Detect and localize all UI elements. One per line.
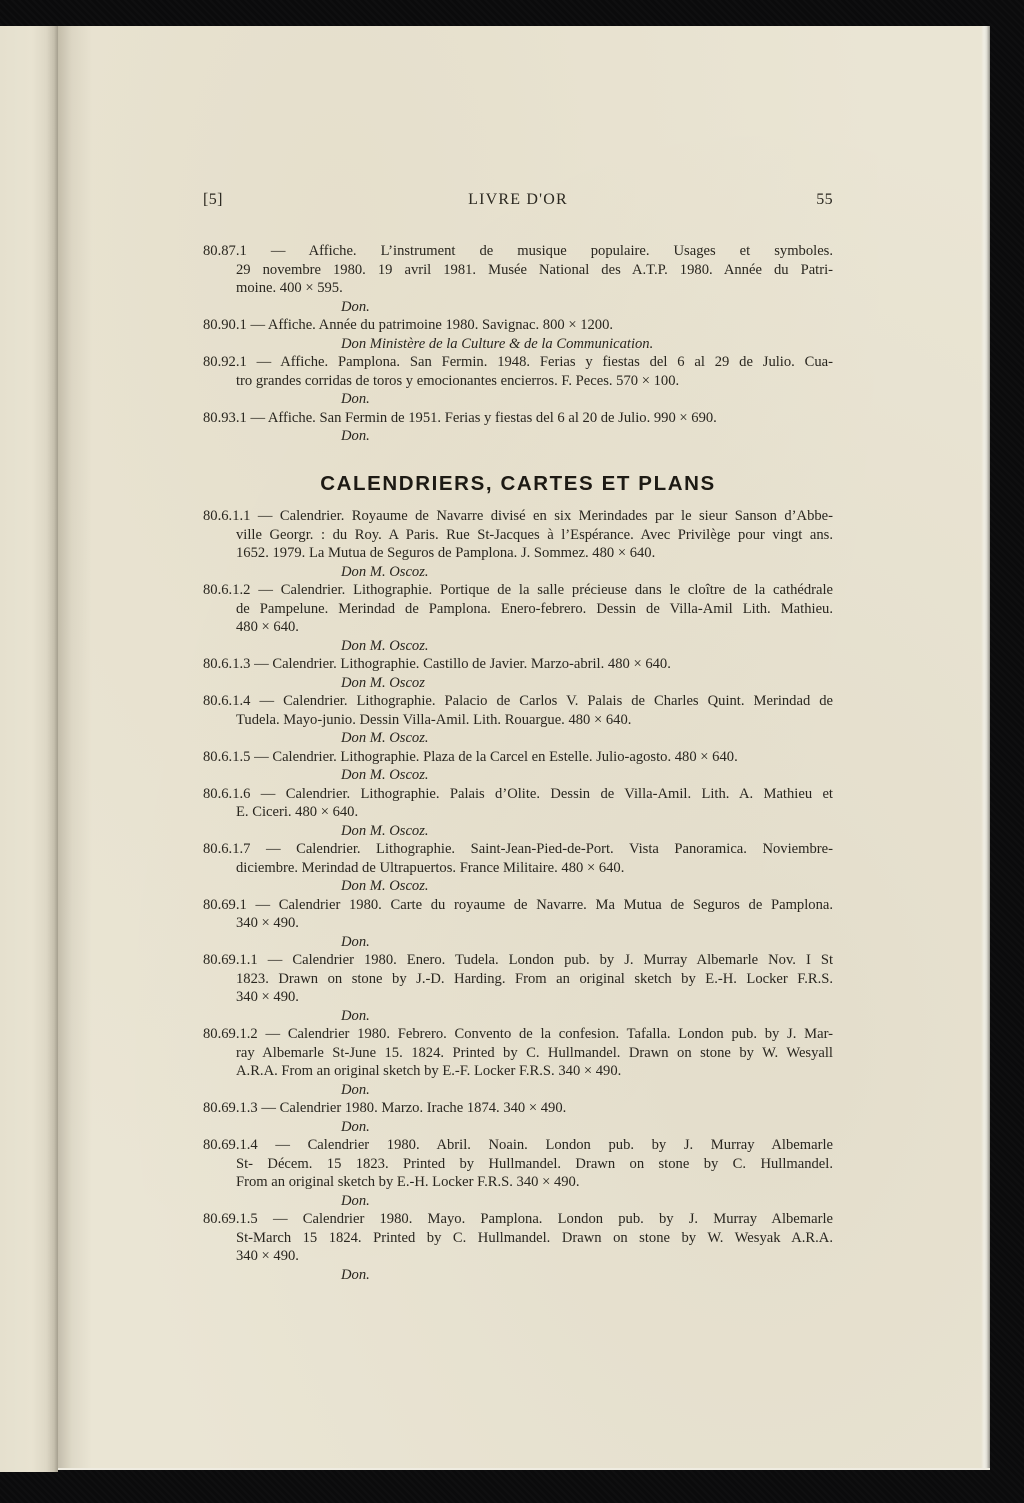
- entry-credit: Don.: [341, 1266, 370, 1283]
- entry-credit: Don M. Oscoz.: [341, 637, 429, 654]
- entry-credit: Don M. Oscoz.: [341, 878, 429, 894]
- previous-page-edge: [0, 26, 58, 1472]
- entry-credit: Don M. Oscoz.: [341, 822, 429, 839]
- entry-id: 80.6.1.5: [203, 748, 251, 765]
- entry-first-line: [203, 1099, 833, 1118]
- entry-first-line: [203, 242, 833, 261]
- entry-id: 80.69.1.3: [203, 1100, 258, 1116]
- entry-credit: Don Ministère de la Culture & de la Communication.: [341, 335, 654, 352]
- entry-dash: —: [250, 317, 266, 333]
- entry-dash: —: [259, 693, 275, 709]
- entry-first-line: [203, 785, 833, 804]
- entry-line: ville Georgr. : du Roy. A Paris. Rue St-Jacques à l’Espérance. Avec Privilège pour vingt ans.: [236, 526, 833, 543]
- entry-dash: —: [275, 1137, 290, 1153]
- entry-text: Affiche. L’instrument de musique populaire. Usages et symboles.: [308, 243, 834, 259]
- entry-dash: —: [265, 841, 281, 857]
- entry-first-line: [203, 353, 833, 372]
- catalog-entry: [203, 951, 833, 1025]
- entry-text: Calendrier 1980. Enero. Tudela. London pub. by J. Murray Albemarle Nov. I St: [292, 952, 833, 968]
- entry-text: Calendrier. Lithographie. Plaza de la Carcel en Estelle. Julio-agosto. 480 × 640.: [272, 748, 738, 765]
- entry-line: 340 × 490.: [236, 1248, 299, 1264]
- catalog-entry: [203, 655, 833, 692]
- entry-first-line: [203, 1025, 833, 1044]
- entry-credit: Don.: [341, 391, 370, 407]
- catalog-entries: [203, 242, 833, 1284]
- entry-credit: Don.: [341, 1007, 370, 1024]
- entry-line: 480 × 640.: [236, 619, 299, 635]
- entry-dash: —: [272, 1211, 288, 1227]
- entry-id: 80.6.1.1: [203, 508, 251, 524]
- entry-text: Affiche. San Fermin de 1951. Ferias y fiestas del 6 al 20 de Julio. 990 × 690.: [267, 409, 717, 426]
- entry-text: Calendrier. Lithographie. Portique de la salle précieuse dans le cloître de la cathédrale: [280, 582, 834, 598]
- section-heading: CALENDRIERS, CARTES ET PLANS: [320, 471, 716, 495]
- entry-id: 80.6.1.6: [203, 785, 251, 802]
- catalog-entry: [203, 785, 833, 841]
- entry-id: 80.6.1.7: [203, 841, 251, 857]
- entry-id: 80.69.1.2: [203, 1026, 258, 1042]
- entry-dash: —: [257, 508, 273, 524]
- entry-id: 80.6.1.2: [203, 582, 251, 598]
- entry-text: Calendrier 1980. Febrero. Convento de la confesion. Tafalla. London pub. by J. Mar-: [287, 1026, 834, 1042]
- page-number: 55: [816, 191, 833, 208]
- entry-dash: —: [250, 409, 266, 426]
- entry-credit: Don.: [341, 1118, 370, 1135]
- entry-text: Calendrier 1980. Marzo. Irache 1874. 340 × 490.: [279, 1100, 567, 1116]
- catalog-entry: [203, 581, 833, 655]
- entry-text: Affiche. Pamplona. San Fermin. 1948. Ferias y fiestas del 6 al 29 de Julio. Cua-: [280, 354, 833, 370]
- entry-first-line: [203, 409, 833, 428]
- catalog-entry: [203, 1210, 833, 1284]
- entry-text: Calendrier 1980. Carte du royaume de Navarre. Ma Mutua de Seguros de Pamplona.: [278, 896, 833, 913]
- entry-dash: —: [267, 952, 283, 968]
- entry-credit: Don.: [341, 428, 370, 444]
- catalog-entry: [203, 1136, 833, 1210]
- entry-credit: Don.: [341, 1081, 370, 1098]
- page-stack-edge: [981, 26, 990, 1468]
- entry-first-line: [203, 896, 833, 915]
- catalog-entry: [203, 840, 833, 896]
- entry-first-line: [203, 748, 833, 767]
- entry-text: Calendrier. Lithographie. Palacio de Carlos V. Palais de Charles Quint. Merindad de: [283, 693, 834, 709]
- entry-line: ray Albemarle St-June 15. 1824. Printed by C. Hullmandel. Drawn on stone by W. Wesyall: [236, 1044, 833, 1061]
- entry-id: 80.6.1.4: [203, 693, 251, 709]
- catalog-entry: [203, 896, 833, 952]
- entry-first-line: [203, 316, 833, 335]
- entry-text: Calendrier 1980. Abril. Noain. London pub. by J. Murray Albemarle: [307, 1137, 833, 1153]
- entry-line: A.R.A. From an original sketch by E.-F. Locker F.R.S. 340 × 490.: [236, 1063, 622, 1079]
- entry-dash: —: [270, 243, 286, 259]
- page-header: [203, 191, 833, 209]
- entry-line: moine. 400 × 595.: [236, 280, 343, 296]
- entry-id: 80.69.1.5: [203, 1211, 258, 1227]
- entry-first-line: [203, 507, 833, 526]
- entry-credit: Don M. Oscoz.: [341, 563, 429, 580]
- entry-line: 1823. Drawn on stone by J.-D. Harding. From an original sketch by E.-H. Locker F.R.S.: [236, 970, 833, 987]
- entry-dash: —: [258, 582, 273, 598]
- catalog-entry: [203, 353, 833, 409]
- entry-line: de Pampelune. Merindad de Pamplona. Enero-febrero. Dessin de Villa-Amil Lith. Mathieu.: [236, 600, 833, 617]
- entry-line: St- Décem. 15 1823. Printed by Hullmandel. Drawn on stone by C. Hullmandel.: [236, 1155, 833, 1172]
- catalog-entry: [203, 507, 833, 581]
- book-page: [58, 26, 990, 1470]
- catalog-entry: [203, 1099, 833, 1136]
- entry-first-line: [203, 692, 833, 711]
- entry-dash: —: [265, 1026, 281, 1042]
- entry-line: diciembre. Merindad de Ultrapuertos. France Militaire. 480 × 640.: [236, 859, 625, 876]
- entry-id: 80.93.1: [203, 409, 247, 426]
- catalog-entry: [203, 748, 833, 785]
- catalog-entry: [203, 692, 833, 748]
- entry-text: Calendrier. Lithographie. Castillo de Javier. Marzo-abril. 480 × 640.: [272, 656, 671, 672]
- entry-dash: —: [254, 656, 269, 672]
- entry-dash: —: [256, 354, 272, 370]
- entry-dash: —: [260, 785, 276, 802]
- running-title: LIVRE D'OR: [468, 191, 568, 208]
- entry-line: From an original sketch by E.-H. Locker F.R.S. 340 × 490.: [236, 1174, 580, 1190]
- entry-id: 80.6.1.3: [203, 656, 251, 672]
- catalog-entry: [203, 1025, 833, 1099]
- entry-text: Affiche. Année du patrimoine 1980. Savignac. 800 × 1200.: [267, 317, 614, 333]
- entry-credit: Don.: [341, 933, 370, 950]
- entry-credit: Don M. Oscoz: [341, 674, 425, 691]
- entry-credit: Don.: [341, 1192, 370, 1209]
- entry-text: Calendrier. Royaume de Navarre divisé en six Merindades par le sieur Sanson d’Abbe-: [279, 508, 834, 524]
- entry-text: Calendrier. Lithographie. Palais d’Olite. Dessin de Villa-Amil. Lith. A. Mathieu et: [285, 785, 833, 802]
- entry-first-line: [203, 951, 833, 970]
- entry-line: 1652. 1979. La Mutua de Seguros de Pamplona. J. Sommez. 480 × 640.: [236, 545, 656, 561]
- entry-id: 80.90.1: [203, 317, 247, 333]
- entry-line: 29 novembre 1980. 19 avril 1981. Musée National des A.T.P. 1980. Année du Patri-: [236, 261, 833, 278]
- entry-line: 340 × 490.: [236, 915, 299, 931]
- entry-dash: —: [254, 748, 269, 765]
- entry-line: 340 × 490.: [236, 989, 299, 1005]
- folio-annotation: [5]: [203, 191, 223, 208]
- entry-id: 80.69.1: [203, 896, 247, 913]
- entry-id: 80.92.1: [203, 354, 247, 370]
- entry-text: Calendrier. Lithographie. Saint-Jean-Pied-de-Port. Vista Panoramica. Noviembre-: [296, 841, 833, 857]
- entry-credit: Don M. Oscoz.: [341, 730, 429, 746]
- entry-first-line: [203, 1210, 833, 1229]
- entry-first-line: [203, 655, 833, 674]
- catalog-entry: [203, 409, 833, 446]
- entry-id: 80.87.1: [203, 243, 247, 259]
- entry-dash: —: [255, 896, 271, 913]
- entry-first-line: [203, 1136, 833, 1155]
- entry-id: 80.69.1.4: [203, 1137, 258, 1153]
- entry-credit: Don.: [341, 298, 370, 315]
- entry-credit: Don M. Oscoz.: [341, 767, 429, 783]
- entry-line: tro grandes corridas de toros y emocionantes encierros. F. Peces. 570 × 100.: [236, 372, 680, 389]
- entry-first-line: [203, 840, 833, 859]
- entry-dash: —: [261, 1100, 276, 1116]
- catalog-entry: [203, 316, 833, 353]
- entry-id: 80.69.1.1: [203, 952, 258, 968]
- entry-line: E. Ciceri. 480 × 640.: [236, 804, 359, 820]
- entry-text: Calendrier 1980. Mayo. Pamplona. London pub. by J. Murray Albemarle: [302, 1211, 834, 1227]
- entry-line: Tudela. Mayo-junio. Dessin Villa-Amil. Lith. Rouargue. 480 × 640.: [236, 711, 632, 728]
- entry-line: St-March 15 1824. Printed by C. Hullmandel. Drawn on stone by W. Wesyak A.R.A.: [236, 1229, 833, 1246]
- entry-first-line: [203, 581, 833, 600]
- catalog-entry: [203, 242, 833, 316]
